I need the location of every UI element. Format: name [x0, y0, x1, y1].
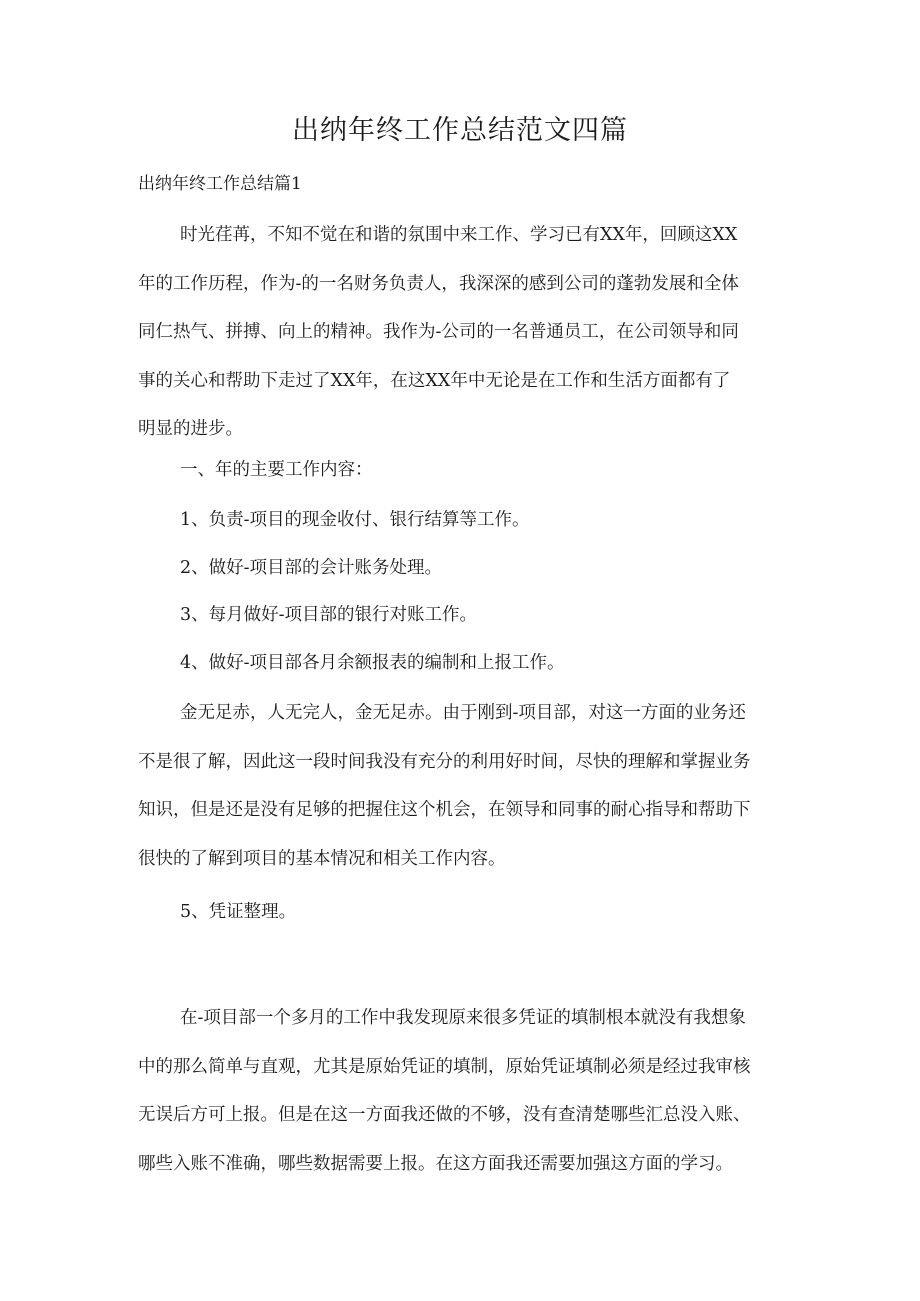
paragraph-line: 明显的进步。	[138, 419, 243, 439]
list-item: 5、凭证整理。	[180, 902, 297, 922]
section-subtitle: 出纳年终工作总结篇1	[138, 174, 302, 194]
list-item: 4、做好-项目部各月余额报表的编制和上报工作。	[180, 653, 565, 673]
paragraph-line: 不是很了解，因此这一段时间我没有充分的利用好时间，尽快的理解和掌握业务	[138, 751, 751, 772]
paragraph-vouchers	[138, 994, 798, 1188]
paragraph-line: 同仁热气、拼搏、向上的精神。我作为-公司的一名普通员工，在公司领导和同	[138, 322, 739, 342]
paragraph-line: 知识，但是还是没有足够的把握住这个机会，在领导和同事的耐心指导和帮助下	[138, 800, 751, 820]
paragraph-line: 中的那么简单与直观，尤其是原始凭证的填制，原始凭证填制必须是经过我审核	[138, 1056, 751, 1077]
paragraph-line: 无误后方可上报。但是在这一方面我还做的不够，没有查清楚哪些汇总没入账、	[138, 1105, 751, 1125]
paragraph-line: 时光荏苒，不知不觉在和谐的氛围中来工作、学习已有XX年，回顾这XX	[180, 225, 738, 245]
paragraph-line: 年的工作历程，作为-的一名财务负责人，我深深的感到公司的蓬勃发展和全体	[138, 273, 739, 294]
paragraph-line: 很快的了解到项目的基本情况和相关工作内容。	[138, 848, 506, 869]
paragraph-line: 金无足赤，人无完人，金无足赤。由于刚到-项目部，对这一方面的业务还	[180, 703, 746, 723]
list-item: 2、做好-项目部的会计账务处理。	[180, 558, 443, 578]
document-title: 出纳年终工作总结范文四篇	[292, 115, 628, 146]
paragraph-line: 哪些入账不准确，哪些数据需要上报。在这方面我还需要加强这方面的学习。	[138, 1153, 733, 1174]
list-item: 3、每月做好-项目部的银行对账工作。	[180, 605, 478, 625]
paragraph-intro	[138, 211, 798, 454]
paragraph-line: 在-项目部一个多月的工作中我发现原来很多凭证的填制根本就没有我想象	[180, 1008, 746, 1028]
section-heading: 一、年的主要工作内容：	[180, 460, 373, 480]
paragraph-line: 事的关心和帮助下走过了XX年，在这XX年中无论是在工作和生活方面都有了	[138, 370, 731, 391]
paragraph-reflection	[138, 689, 798, 883]
list-item: 1、负责-项目的现金收付、银行结算等工作。	[180, 510, 530, 530]
